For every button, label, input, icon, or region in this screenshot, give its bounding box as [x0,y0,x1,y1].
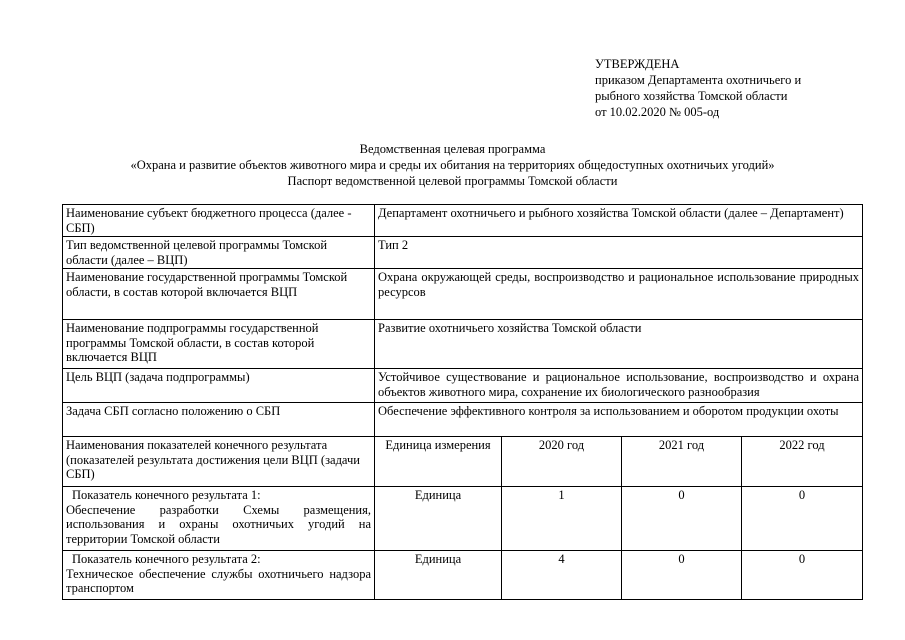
indicator-unit: Единица [375,551,502,600]
indicator-text: Обеспечение разработки Схемы размещения, использования и охраны охотничьих угодий на территории Томской области [66,502,371,546]
row-value: Департамент охотничьего и рыбного хозяйства Томской области (далее – Департамент) [375,205,863,237]
indicator-text: Техническое обеспечение службы охотничьего надзора транспортом [66,566,371,595]
row-label: Наименование субъект бюджетного процесса (далее - СБП) [63,205,375,237]
indicator-unit: Единица [375,487,502,551]
row-label: Цель ВЦП (задача подпрограммы) [63,369,375,403]
indicator-row [63,551,863,600]
row-label: Тип ведомственной целевой программы Томской области (далее – ВЦП) [63,237,375,269]
year-2020-header: 2020 год [502,437,622,487]
row-label: Наименование подпрограммы государственной программы Томской области, в состав которой включается ВЦП [63,320,375,369]
year-2021-header: 2021 год [622,437,742,487]
row-value: Обеспечение эффективного контроля за использованием и оборотом продукции охоты [375,403,863,437]
indicator-title: Показатель конечного результата 2: [72,552,261,566]
approval-date-line: от 10.02.2020 № 005-од [595,105,720,119]
indicator-value-2022: 0 [742,551,863,600]
row-label: Задача СБП согласно положению о СБП [63,403,375,437]
row-value: Устойчивое существование и рациональное использование, воспроизводство и охрана объектов животного мира, сохранение их биологического разнообразия [375,369,863,403]
passport-title: Паспорт ведомственной целевой программы Томской области [287,174,618,188]
document-heading [0,141,905,189]
indicator-value-2021: 0 [622,487,742,551]
approval-line: приказом Департамента охотничьего и [595,73,802,87]
indicators-header-label: Наименования показателей конечного результата (показателей результата достижения цели ВЦП (задачи СБП) [63,437,375,487]
indicator-value-2020: 4 [502,551,622,600]
year-2022-header: 2022 год [742,437,863,487]
approval-line: рыбного хозяйства Томской области [595,89,788,103]
indicators-header-row [63,437,863,487]
row-value: Тип 2 [375,237,863,269]
approval-stamp [595,56,895,120]
program-type-title: Ведомственная целевая программа [359,142,546,156]
indicator-description [63,551,375,600]
table-row [63,320,863,369]
program-name: «Охрана и развитие объектов животного мира и среды их обитания на территориях общедоступных охотничьих угодий» [130,158,775,172]
table-row [63,269,863,320]
indicator-description [63,487,375,551]
indicator-value-2022: 0 [742,487,863,551]
unit-column-header: Единица измерения [375,437,502,487]
table-row [63,205,863,237]
table-row [63,237,863,269]
row-value: Развитие охотничьего хозяйства Томской области [375,320,863,369]
program-passport-table [62,204,863,600]
indicator-value-2020: 1 [502,487,622,551]
table-row [63,403,863,437]
indicator-row [63,487,863,551]
indicator-title: Показатель конечного результата 1: [72,488,261,502]
row-value: Охрана окружающей среды, воспроизводство и рациональное использование природных ресурсов [375,269,863,320]
approval-title: УТВЕРЖДЕНА [595,57,680,71]
indicator-value-2021: 0 [622,551,742,600]
row-label: Наименование государственной программы Томской области, в состав которой включается ВЦП [63,269,375,320]
table-row [63,369,863,403]
